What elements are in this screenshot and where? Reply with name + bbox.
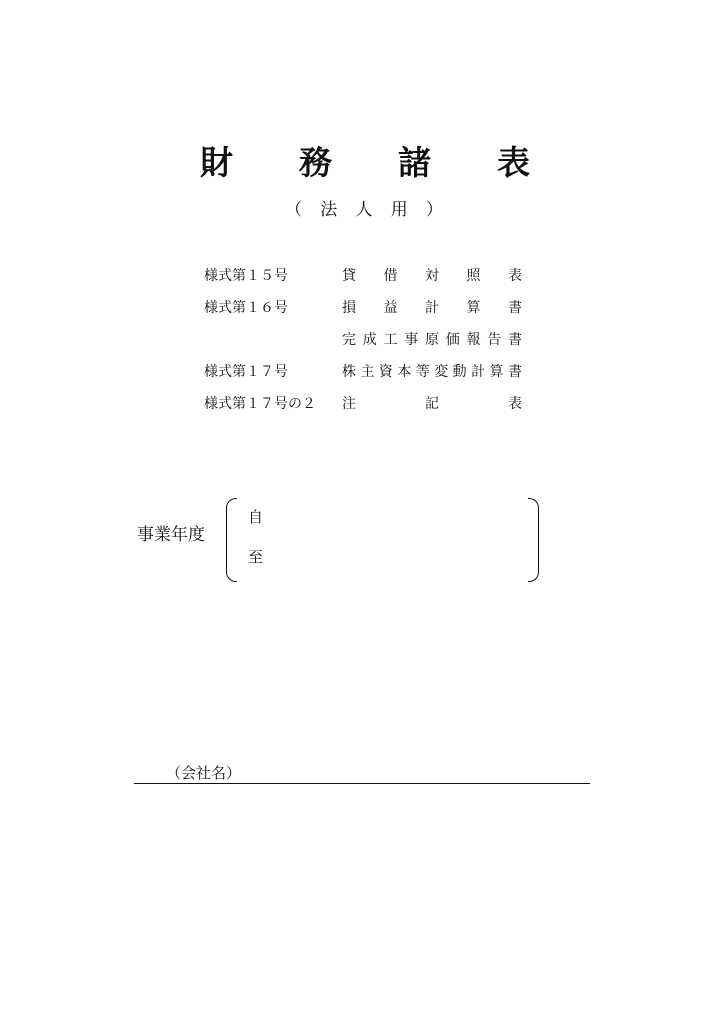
form-row-balance-sheet <box>204 260 522 292</box>
title-char: 財 <box>200 143 233 182</box>
form-name-char: 益 <box>383 300 398 316</box>
form-name-char: 計 <box>425 300 439 316</box>
title-char: 表 <box>497 143 530 182</box>
form-name-char: 変 <box>434 364 449 380</box>
right-bracket <box>528 498 539 582</box>
form-name-char: 告 <box>487 332 502 348</box>
form-name-char: 書 <box>508 332 522 348</box>
form-row-notes <box>204 388 522 420</box>
form-name-char: 照 <box>466 268 481 284</box>
form-name-char: 記 <box>425 396 439 412</box>
form-name-char: 完 <box>342 332 356 348</box>
subtitle-char: 用 <box>390 200 408 220</box>
form-row-construction-cost-report <box>204 324 522 356</box>
company-name-line <box>134 783 590 784</box>
form-name-char: 原 <box>425 332 439 348</box>
subtitle-char: ） <box>426 200 443 220</box>
form-name <box>342 292 522 324</box>
form-code: 様式第１７号の２ <box>204 396 316 412</box>
subtitle-char: 法 <box>320 200 338 220</box>
form-name-char: 計 <box>471 364 486 380</box>
form-name-char: 株 <box>342 364 356 380</box>
form-row-income-statement <box>204 292 522 324</box>
form-name-char: 算 <box>489 364 504 380</box>
form-name-char: 報 <box>466 332 481 348</box>
form-name <box>342 356 522 388</box>
subtitle-char: （ <box>285 200 302 220</box>
form-code: 様式第１７号 <box>204 364 288 380</box>
form-name-char: 表 <box>508 396 522 412</box>
fiscal-year-to-label: 至 <box>248 548 264 566</box>
subtitle-char: 人 <box>355 200 373 220</box>
company-name-label: （会社名） <box>166 764 242 782</box>
form-name <box>342 260 522 292</box>
form-name-char: 資 <box>378 364 393 380</box>
form-name-char: 貸 <box>342 268 356 284</box>
form-name-char: 成 <box>362 332 377 348</box>
left-bracket <box>226 498 237 582</box>
form-name-char: 事 <box>404 332 419 348</box>
form-name <box>342 388 522 420</box>
form-name-char: 主 <box>360 364 375 380</box>
form-name <box>342 324 522 356</box>
forms-list <box>204 260 522 420</box>
form-name-char: 算 <box>466 300 481 316</box>
form-name-char: 本 <box>397 364 412 380</box>
form-name-char: 価 <box>445 332 460 348</box>
title-char: 諸 <box>398 143 431 182</box>
form-code: 様式第１５号 <box>204 268 288 284</box>
form-name-char: 書 <box>507 364 522 380</box>
document-title <box>200 138 530 188</box>
form-name-char: 注 <box>342 396 356 412</box>
title-char: 務 <box>299 143 332 182</box>
form-name-char: 工 <box>383 332 398 348</box>
form-name-char: 書 <box>508 300 522 316</box>
fiscal-year-from-label: 自 <box>248 508 264 526</box>
form-name-char: 動 <box>452 364 467 380</box>
form-name-char: 等 <box>415 364 430 380</box>
form-name-char: 借 <box>383 268 398 284</box>
form-name-char: 対 <box>425 268 439 284</box>
form-name-char: 損 <box>342 300 356 316</box>
form-name-char: 表 <box>508 268 522 284</box>
document-subtitle <box>285 196 443 224</box>
form-row-equity-changes <box>204 356 522 388</box>
form-code: 様式第１６号 <box>204 300 288 316</box>
fiscal-year-label: 事業年度 <box>137 525 205 545</box>
